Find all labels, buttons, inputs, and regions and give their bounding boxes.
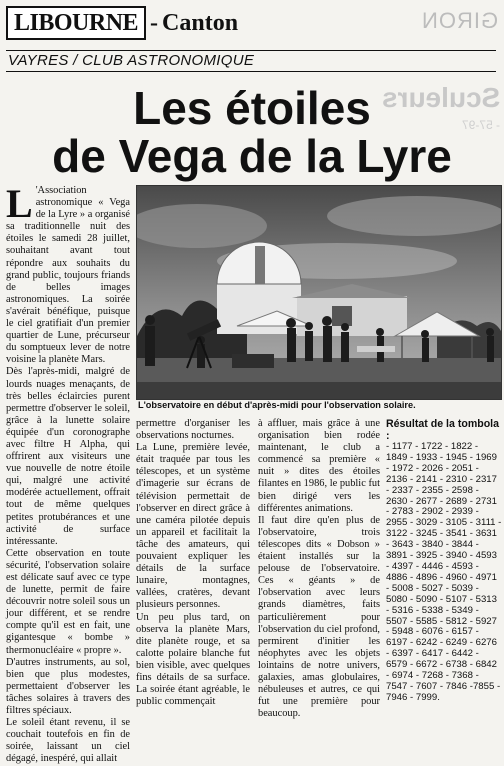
section-header	[6, 6, 238, 40]
header-separator: -	[150, 10, 159, 36]
photo-caption: L'observatoire en début d'après-midi pour l'observation solaire.	[138, 400, 416, 410]
headline-line-2: de Vega de la Lyre	[52, 130, 452, 182]
paragraph: à affluer, mais grâce à une organisation bien rodée maintenant, le club a commencé sa première « nuit » dites des étoiles filantes en 1986, le public fut bien dirigé vers les différentes animations.	[258, 418, 380, 514]
paragraph: Dès l'après-midi, malgré de lourds nuages menaçants, de très belles éclaircies purent permettre d'observer le soleil, grâce à la lunette solaire équipée d'un coronographe avec filtre H Alpha, qui offrirent aux visiteurs une vue nouvelle de notre étoile qui, malgré une activité modérée actuellement, offrait tout de même quelques petites protubérances et une activité de surface intéressante.	[6, 366, 130, 547]
article-column-2	[136, 418, 250, 708]
tombola-numbers: - 1177 - 1722 - 1822 - 1849 - 1933 - 1945 - 1969 - 1972 - 2026 - 2051 - 2136 - 2141 - 2310 - 2317 - 2337 - 2355 - 2598 - 2630 - 2677 - 2689 - 2731 - 2783 - 2902 - 2939 - 2955 - 3029 - 3105 - 3111 - 3122 - 3245 - 3541 - 3631 - 3643 - 3840 - 3844 - 3891 - 3925 - 3940 - 4593 - 4397 - 4446 - 4593 - 4886 - 4896 - 4960 - 4971 - 5008 - 5027 - 5039 - 5080 - 5090 - 5107 - 5313 - 5316 - 5338 - 5349 - 5507 - 5585 - 5812 - 5927 - 5948 - 6076 - 6157 - 6197 - 6242 - 6249 - 6276 - 6397 - 6417 - 6442 - 6579 - 6672 - 6738 - 6842 - 6974 - 7268 - 7368 - 7547 - 7607 - 7846 -7855 - 7946 - 7999.	[386, 441, 502, 703]
paragraph: permettre d'organiser les observations nocturnes.	[136, 418, 250, 442]
drop-cap: L	[6, 181, 33, 226]
page-header	[0, 0, 504, 46]
bleed-through-text: GIRON	[420, 8, 498, 33]
tombola-heading: Résultat de la tombola :	[386, 418, 500, 442]
bleed-through-text-3: - 57-97	[461, 118, 500, 132]
paragraph: L 'Association astronomique « Vega de la Lyre » a organisé sa traditionnelle nuit des étoiles le samedi 28 juillet, souhaitant avant tout répondre aux souhaits du grand public, toujours friands de belles images astronomiques. La soirée s'avérait bénéfique, puisque le ciel gratifiait d'un premier quartier de Lune, précurseur du somptueux lever de notre voisine la planète Mars.	[6, 181, 130, 366]
paragraph: Il faut dire qu'en plus de l'observatoire, trois télescopes dits « Dobson » étaient installés sur la pelouse de l'observatoire. Ces « géants » de l'observation avec leurs grands diamètres, faits particulièrement pour l'observation du ciel profond, permirent d'initier les néophytes avec les objets lointains de notre univers, galaxies, amas globulaires, nébuleuses et autres, ce qui fut une première pour beaucoup.	[258, 514, 380, 720]
rubric-bar	[6, 50, 496, 72]
paragraph: La Lune, première levée, était traquée par tous les télescopes, et un système d'imagerie sur écrans de télévision permettait de l'observer en direct grâce à une caméra pilotée depuis un appareil et facilitait la tâche des amateurs, qui pouvaient expliquer les détails de la surface lunaire, montagnes, vallées, cratères, devant plusieurs personnes.	[136, 442, 250, 611]
paragraph: Le soleil étant revenu, il se couchait toutefois en fin de soirée, laissant un ciel dégagé, inespéré, qui allait	[6, 717, 130, 765]
headline-line-1: Les étoiles	[133, 82, 371, 134]
paragraph: D'autres instruments, au sol, bien que plus modestes, permettaient d'observer les tâches solaires à travers des filtres spéciaux.	[6, 656, 130, 717]
rubric-label: VAYRES / CLUB ASTRONOMIQUE	[8, 52, 255, 69]
tombola-results	[386, 418, 502, 704]
paragraph: Un peu plus tard, on observa la planète Mars, dite planète rouge, et sa calotte polaire blanche fut bien visible, avec quelques fins détails de sa surface. La soirée étant agréable, le public commençait	[136, 611, 250, 708]
observatory-photo	[136, 185, 502, 400]
canton-label: Canton	[162, 10, 239, 36]
paragraph: Cette observation en toute sécurité, l'observation solaire est délicate sauf avec ce type de lunette, permit de faire découvrir notre soleil sous un jour différent, et se rendre compte qu'il est en fait, une gigantesque « bombe » thermonucléaire « propre ».	[6, 547, 130, 656]
article-column-1	[6, 181, 130, 766]
article-column-3	[258, 418, 380, 720]
commune-name: LIBOURNE	[6, 6, 146, 40]
bleed-through-text-2: Sculeurs	[381, 82, 500, 113]
photo-illustration	[137, 186, 501, 399]
